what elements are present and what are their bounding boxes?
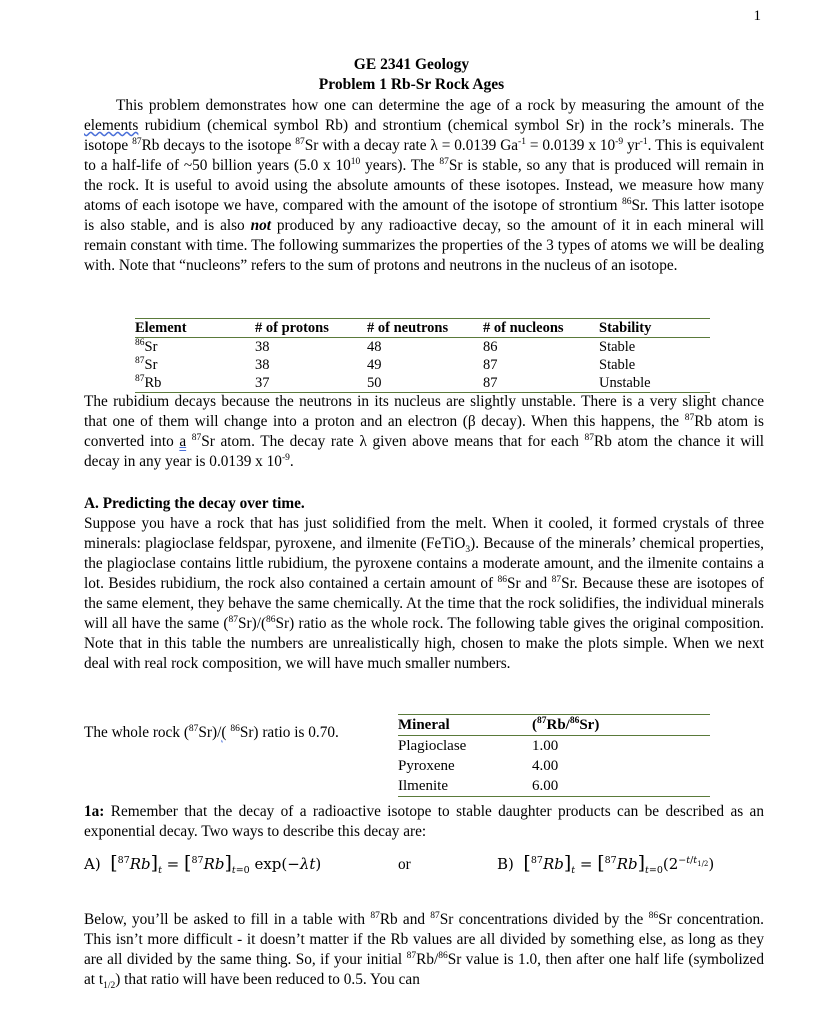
section-a: A. Predicting the decay over time. Suppose you have a rock that has just solidified from the melt. When it cooled, it formed crystals of three minerals: plagioclase feldspar, pyroxene, and ilmenite (FeTiO$_3$). Because of the minerals’ chemical properties, the plagioclase contains little rubidium, the pyroxene contains a moderate amount, and the ilmenite contains a lot. Besides rubidium, the rock also contained a certain amount of $^{86}$Sr and $^{87}$Sr. Because these are isotopes of the same element, they behave the same chemically. At the time that the rock solidifies, the individual minerals will all have the same ($^{87}$Sr)/($^{86}$Sr) ratio as the whole rock. The following table gives the original composition. Note that in this table the numbers are unrealistically high, chosen to make the plots simple. When we next deal with real rock composition, we will have much smaller numbers. <box>84 495 764 672</box>
col-header-neutrons: # of neutrons <box>367 319 483 338</box>
table-row: Plagioclase 1.00 <box>398 738 559 754</box>
intro-paragraph: This problem demonstrates how one can determine the age of a rock by measuring the amount of the elements rubidium (chemical symbol Rb) and strontium (chemical symbol Sr) in the rock’s minerals. The isotope $^{87}$Rb decays to the isotope $^{87}$Sr with a decay rate λ = 0.0139 $Ga^{-1} = 0.0139$ x $10^{-9}$ $yr^{-1}$. This is equivalent to a half-life of ~50 billion years (5.0 x $10^{10}$ years). The $^{87}$Sr is stable, so any that is produced will remain in the rock. It is useful to avoid using the absolute amounts of these isotopes. Instead, we measure how many atoms of each isotope we have, compared with the amount of the isotope of strontium $^{86}$Sr. This latter isotope is also stable, and is also not produced by any radioactive decay, so the amount of it in each mineral will remain constant with time. The following summarizes the properties of the 3 types of atoms we will be dealing with. Note that “nucleons” refers to the sum of protons and neutrons in the nucleus of an isotope. <box>84 97 764 274</box>
equation-or: or <box>398 856 411 873</box>
question-1a-label: 1a: <box>84 803 105 820</box>
mineral-table <box>398 714 710 797</box>
question-1a-text: Remember that the decay of a radioactive isotope to stable daughter products can be described as an exponential decay. Two ways to describe this decay are: <box>84 803 764 840</box>
page-number: 1 <box>753 8 761 24</box>
document-subtitle: Problem 1 Rb-Sr Rock Ages <box>318 76 505 93</box>
instructions-paragraph: Below, you’ll be asked to fill in a table with $^{87}$Rb and $^{87}$Sr concentrations divided by the $^{86}$Sr concentration. This isn’t more difficult - it doesn’t matter if the Rb values are all divided by something else, as long as they are all divided by the same thing. So, if your initial $^{87}$Rb/$^{86}$Sr value is 1.0, then after one half life (symbolized at $t_{1/2}$) that ratio will have been reduced to 0.5. You can <box>84 910 765 992</box>
equation-b: B) $[^{87}Rb]_t = [^{87}Rb]_{t=0}(2^{-t/t_{1/2}})$ <box>497 852 715 876</box>
col-header-mineral: Mineral <box>398 715 532 736</box>
col-header-stability: Stability <box>599 319 710 338</box>
table-row: $^{87}$Sr 38 49 87 Stable <box>135 356 636 373</box>
table-row: Pyroxene 4.00 <box>398 758 559 774</box>
table-row: Ilmenite 6.00 <box>398 776 710 797</box>
table-row: $^{86}$Sr 38 48 86 Stable <box>135 338 636 355</box>
section-a-heading: A. Predicting the decay over time. <box>84 495 305 512</box>
whole-rock-ratio: The whole rock ($^{87}$Sr)/( $^{86}$Sr) ratio is 0.70. <box>84 723 339 741</box>
document-title: GE 2341 Geology <box>353 56 470 73</box>
isotope-table <box>135 318 710 393</box>
equation-a: A) $[^{87}Rb]_t = [^{87}Rb]_{t=0}$ exp(−λt) <box>84 852 322 876</box>
col-header-protons: # of protons <box>255 319 367 338</box>
col-header-nucleons: # of nucleons <box>483 319 599 338</box>
col-header-ratio: ($^{87}$Rb/$^{86}$Sr) <box>532 715 710 736</box>
col-header-element: Element <box>135 319 255 338</box>
table-row: $^{87}$Rb 37 50 87 Unstable <box>135 374 710 393</box>
question-1a <box>84 802 764 842</box>
decay-paragraph: The rubidium decays because the neutrons in its nucleus are slightly unstable. There is a very slight chance that one of them will change into a proton and an electron (β decay). When this happens, the $^{87}$Rb atom is converted into a $^{87}$Sr atom. The decay rate λ given above means that for each $^{87}$Rb atom the chance it will decay in any year is 0.0139 x $10^{-9}$. <box>84 393 764 470</box>
